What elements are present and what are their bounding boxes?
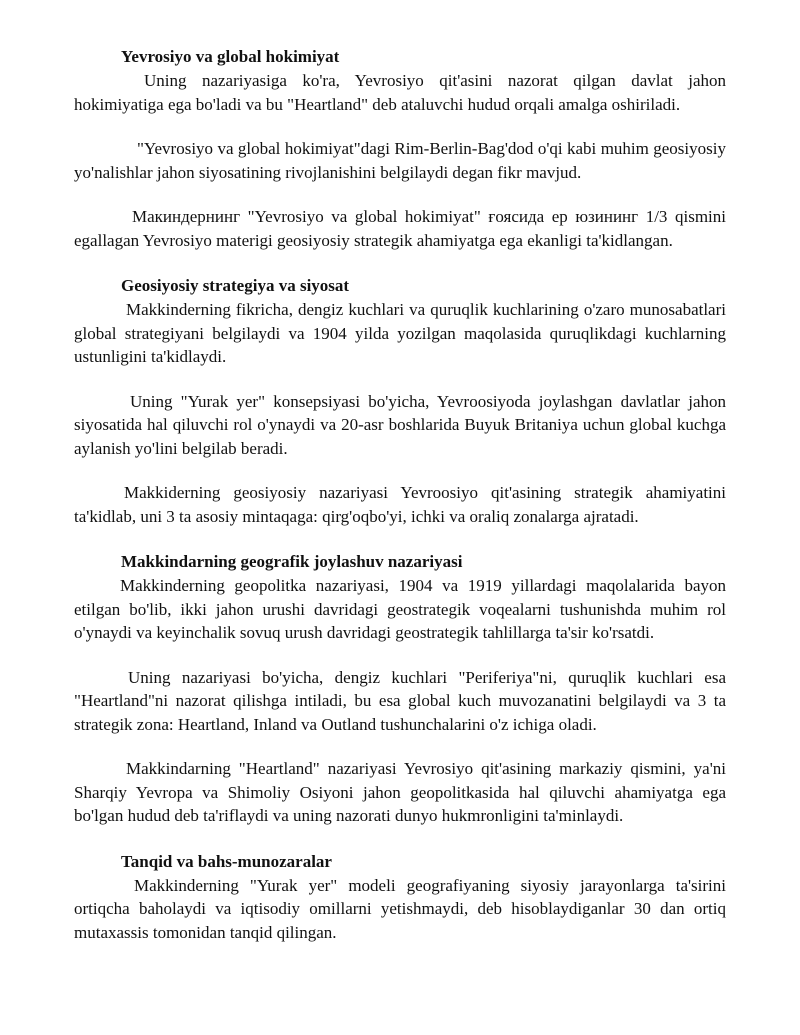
section-heading: Makkindarning geografik joylashuv nazariyasi (121, 552, 463, 571)
paragraph: Uning nazariyasiga ko'ra, Yevrosiyo qit'asini nazorat qilgan davlat jahon hokimiyatiga ega bo'ladi va bu "Heartland" deb ataluvchi hudud orqali amalga oshiriladi. (74, 71, 726, 114)
paragraph: Makkinderning fikricha, dengiz kuchlari va quruqlik kuchlarining o'zaro munosabatlari global strategiyani belgilaydi va 1904 yilda yozilgan maqolasida quruqlikdagi kuchlarning ustunligini ta'kidlaydi. (74, 300, 726, 366)
paragraph: Uning nazariyasi bo'yicha, dengiz kuchlari "Periferiya"ni, quruqlik kuchlari esa "Heartland"ni nazorat qilishga intiladi, bu esa global kuch muvozanatini belgilaydi va 3 ta strategik zona: Heartland, Inland va Outland tushunchalarini o'z ichiga oladi. (74, 667, 726, 734)
paragraph: Makkiderning geosiyosiy nazariyasi Yevroosiyo qit'asining strategik ahamiyatini ta'kidlab, uni 3 ta asosiy mintaqaga: qirg'oqbo'yi, ichki va oraliq zonalarga ajratadi. (74, 483, 726, 526)
section-heading: Tanqid va bahs-munozaralar (121, 851, 332, 871)
paragraph: Makkinderning geopolitka nazariyasi, 1904 va 1919 yillardagi maqolalarida bayon etilgan bo'lib, ikki jahon urushi davridagi geostrategik voqealarni tushunishda muhim rol o'ynaydi va keyinchalik sovuq urush davridagi geostrategik tahlillarga ta'sir ko'rsatdi. (74, 576, 726, 642)
paragraph: "Yevrosiyo va global hokimiyat"dagi Rim-Berlin-Bag'dod o'qi kabi muhim geosiyosiy yo'nalishlar jahon siyosatining rivojlanishini belgilaydi degan fikr mavjud. (74, 139, 726, 182)
paragraph: Uning "Yurak yer" konsepsiyasi bo'yicha, Yevroosiyoda joylashgan davlatlar jahon siyosatida hal qiluvchi rol o'ynaydi va 20-asr boshlarida Buyuk Britaniya uchun global kuchga aylanish yo'lini belgilab beradi. (74, 391, 726, 458)
paragraph: Makkinderning "Yurak yer" modeli geografiyaning siyosiy jarayonlarga ta'sirini ortiqcha baholaydi va iqtisodiy omillarni yetishmaydi, deb hisoblaydiganlar 30 dan ortiq mutaxassis tomonidan tanqid qilingan. (74, 875, 726, 942)
section-heading: Geosiyosiy strategiya va siyosat (121, 276, 350, 295)
section-heading: Yevrosiyo va global hokimiyat (121, 47, 340, 66)
paragraph: Макиндернинг "Yevrosiyo va global hokimiyat" ғоясида ер юзининг 1/3 qismini egallagan Yevrosiyo materigi geosiyosiy strategik ahamiyatga ega ekanligi ta'kidlangan. (74, 207, 726, 250)
paragraph: Makkindarning "Heartland" nazariyasi Yevrosiyo qit'asining markaziy qismini, ya'ni Sharqiy Yevropa va Shimoliy Osiyoni jahon geopolitkasida hal qiluvchi ahamiyatga ega bo'lgan hudud deb ta'riflaydi va uning nazorati dunyo hukmronligini ta'minlaydi. (74, 759, 726, 825)
